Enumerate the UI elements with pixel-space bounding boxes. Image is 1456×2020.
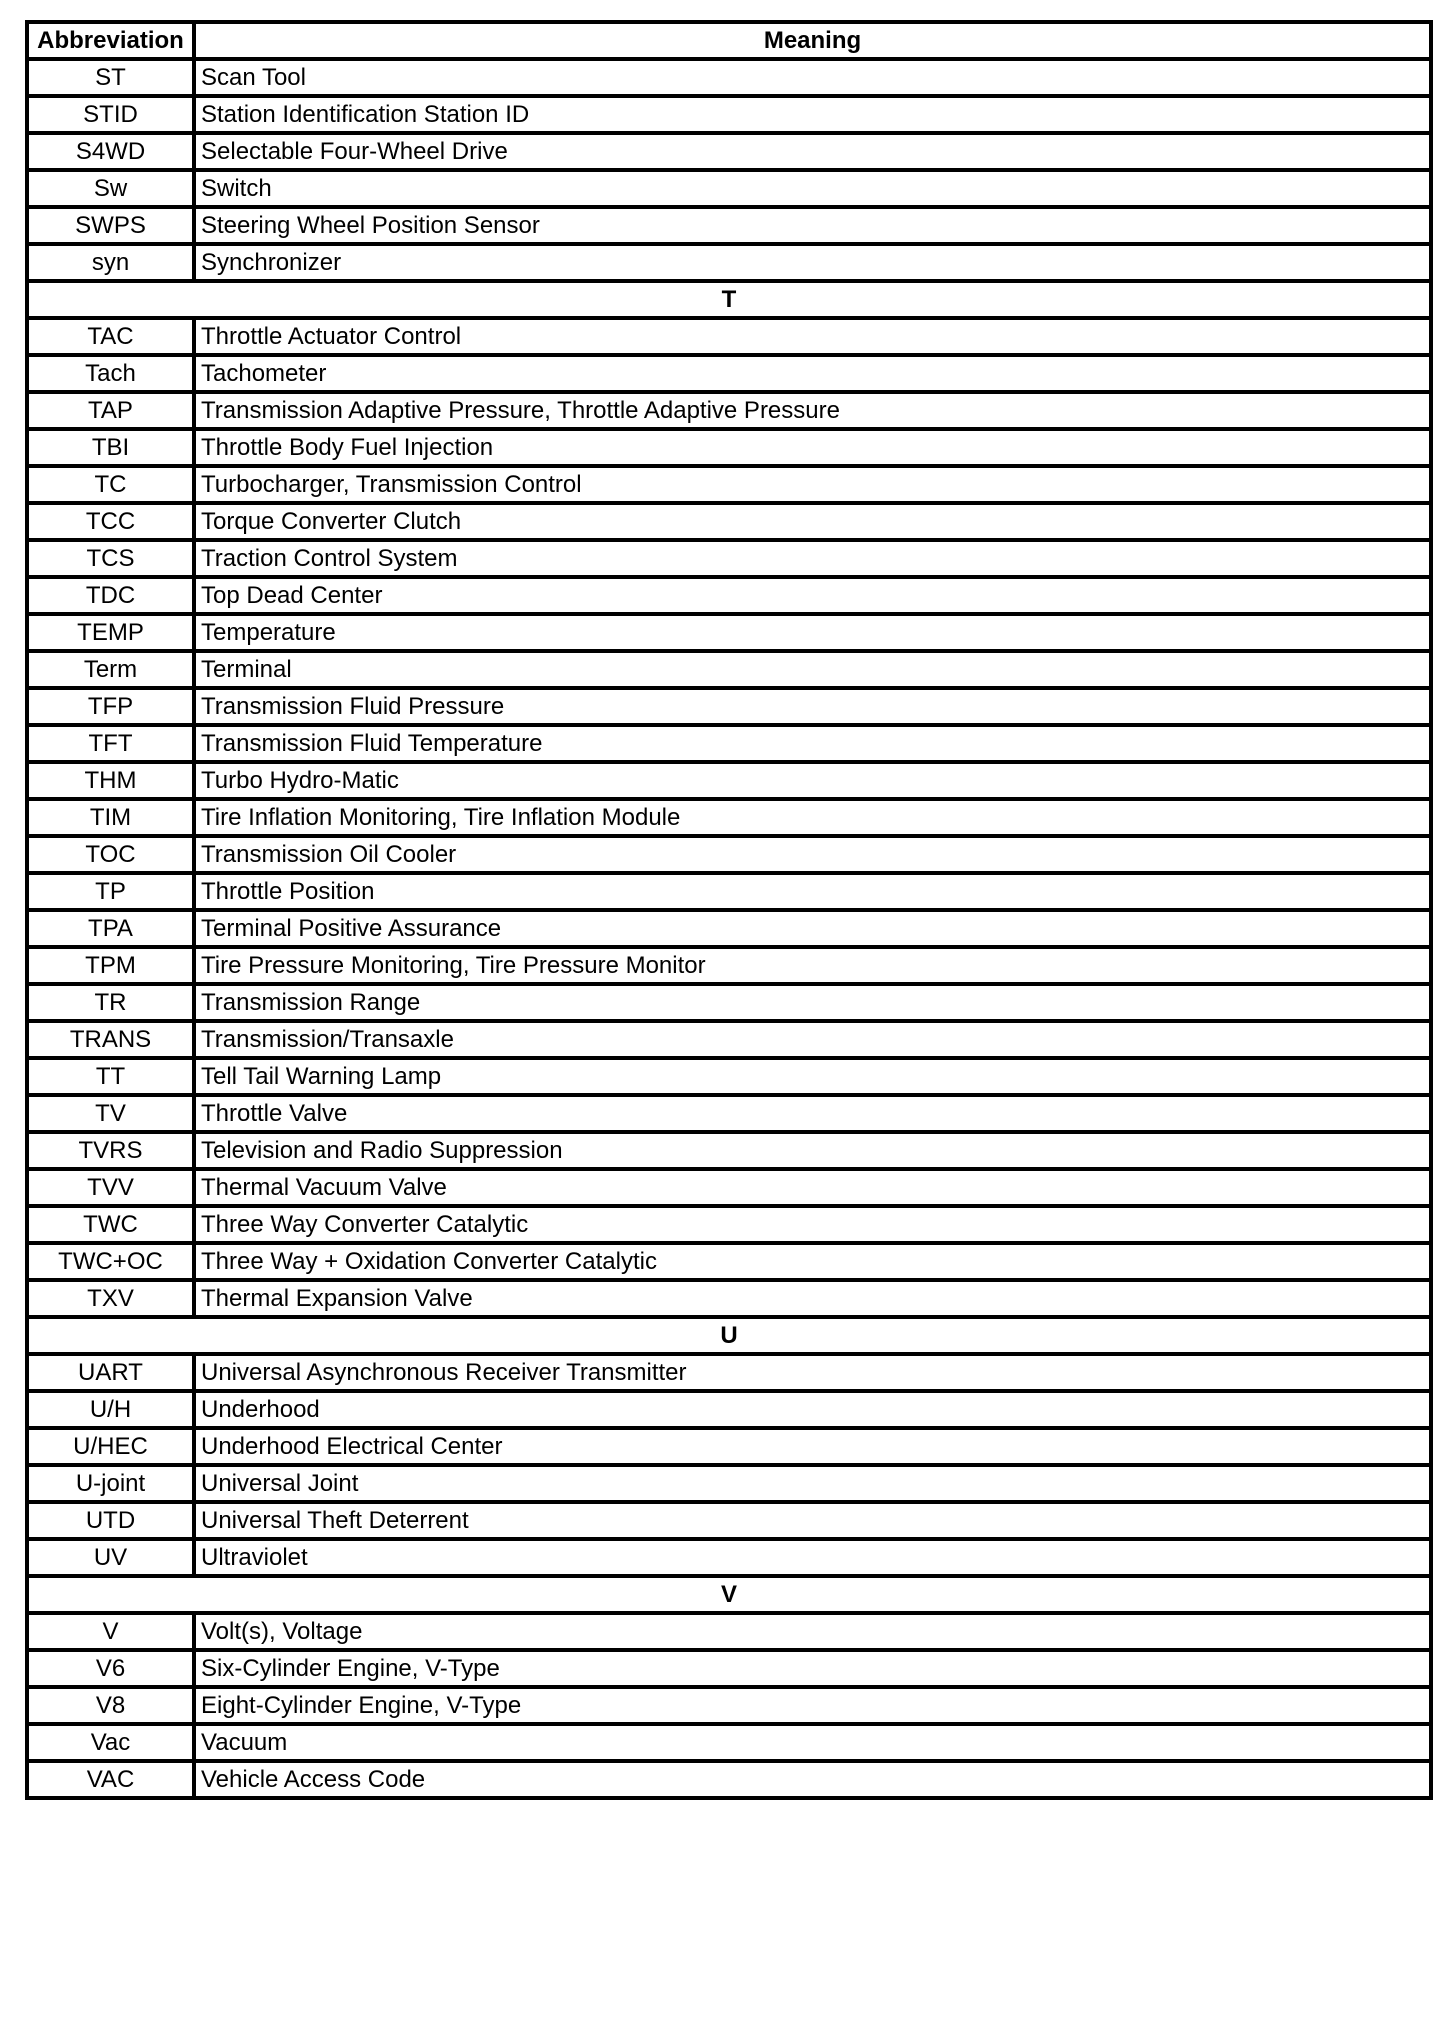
- meaning-cell: Eight-Cylinder Engine, V-Type: [194, 1687, 1431, 1724]
- abbreviation-cell: TR: [27, 984, 194, 1021]
- meaning-cell: Torque Converter Clutch: [194, 503, 1431, 540]
- meaning-cell: Three Way + Oxidation Converter Catalytic: [194, 1243, 1431, 1280]
- table-row: [27, 1724, 1431, 1761]
- abbreviation-cell: S4WD: [27, 133, 194, 170]
- meaning-cell: Underhood: [194, 1391, 1431, 1428]
- meaning-cell: Turbo Hydro-Matic: [194, 762, 1431, 799]
- meaning-cell: Scan Tool: [194, 59, 1431, 96]
- meaning-cell: Three Way Converter Catalytic: [194, 1206, 1431, 1243]
- abbreviation-cell: Vac: [27, 1724, 194, 1761]
- meaning-cell: Vehicle Access Code: [194, 1761, 1431, 1798]
- abbreviation-cell: TFT: [27, 725, 194, 762]
- section-letter: T: [27, 281, 1431, 318]
- meaning-cell: Transmission Fluid Pressure: [194, 688, 1431, 725]
- meaning-cell: Tire Inflation Monitoring, Tire Inflation Module: [194, 799, 1431, 836]
- section-letter: U: [27, 1317, 1431, 1354]
- table-row: [27, 133, 1431, 170]
- abbreviation-cell: ST: [27, 59, 194, 96]
- abbreviation-cell: VAC: [27, 1761, 194, 1798]
- meaning-cell: Station Identification Station ID: [194, 96, 1431, 133]
- meaning-cell: Transmission Range: [194, 984, 1431, 1021]
- table-row: [27, 1280, 1431, 1317]
- table-row: [27, 873, 1431, 910]
- meaning-cell: Throttle Actuator Control: [194, 318, 1431, 355]
- abbreviation-cell: THM: [27, 762, 194, 799]
- abbreviation-cell: UART: [27, 1354, 194, 1391]
- abbreviation-cell: TXV: [27, 1280, 194, 1317]
- table-row: [27, 1465, 1431, 1502]
- meaning-cell: Thermal Vacuum Valve: [194, 1169, 1431, 1206]
- abbreviation-cell: Tach: [27, 355, 194, 392]
- table-row: [27, 429, 1431, 466]
- meaning-cell: Turbocharger, Transmission Control: [194, 466, 1431, 503]
- table-row: [27, 762, 1431, 799]
- table-row: [27, 392, 1431, 429]
- abbreviation-cell: TOC: [27, 836, 194, 873]
- table-row: [27, 540, 1431, 577]
- abbreviation-cell: TIM: [27, 799, 194, 836]
- abbreviation-cell: TCS: [27, 540, 194, 577]
- meaning-cell: Temperature: [194, 614, 1431, 651]
- abbreviation-cell: TFP: [27, 688, 194, 725]
- abbreviation-cell: TEMP: [27, 614, 194, 651]
- abbreviation-cell: TT: [27, 1058, 194, 1095]
- table-row: [27, 1058, 1431, 1095]
- table-row: [27, 1169, 1431, 1206]
- meaning-cell: Traction Control System: [194, 540, 1431, 577]
- abbreviation-cell: Sw: [27, 170, 194, 207]
- abbreviation-cell: TVRS: [27, 1132, 194, 1169]
- meaning-cell: Steering Wheel Position Sensor: [194, 207, 1431, 244]
- table-row: [27, 503, 1431, 540]
- abbreviation-cell: V: [27, 1613, 194, 1650]
- abbreviation-cell: TC: [27, 466, 194, 503]
- meaning-cell: Universal Asynchronous Receiver Transmitter: [194, 1354, 1431, 1391]
- abbreviation-cell: TAP: [27, 392, 194, 429]
- abbreviation-cell: SWPS: [27, 207, 194, 244]
- table-row: [27, 614, 1431, 651]
- meaning-cell: Top Dead Center: [194, 577, 1431, 614]
- meaning-cell: Throttle Valve: [194, 1095, 1431, 1132]
- meaning-cell: Volt(s), Voltage: [194, 1613, 1431, 1650]
- table-row: [27, 1428, 1431, 1465]
- meaning-cell: Six-Cylinder Engine, V-Type: [194, 1650, 1431, 1687]
- meaning-cell: Ultraviolet: [194, 1539, 1431, 1576]
- abbreviation-cell: V8: [27, 1687, 194, 1724]
- header-meaning: Meaning: [194, 22, 1431, 59]
- table-row: [27, 910, 1431, 947]
- meaning-cell: Underhood Electrical Center: [194, 1428, 1431, 1465]
- abbreviation-cell: TPM: [27, 947, 194, 984]
- table-row: [27, 466, 1431, 503]
- meaning-cell: Selectable Four-Wheel Drive: [194, 133, 1431, 170]
- meaning-cell: Throttle Body Fuel Injection: [194, 429, 1431, 466]
- table-row: [27, 947, 1431, 984]
- abbreviation-cell: TDC: [27, 577, 194, 614]
- abbreviation-cell: TAC: [27, 318, 194, 355]
- section-row: [27, 1576, 1431, 1613]
- abbreviation-cell: TV: [27, 1095, 194, 1132]
- table-row: [27, 318, 1431, 355]
- meaning-cell: Synchronizer: [194, 244, 1431, 281]
- table-row: [27, 1095, 1431, 1132]
- table-row: [27, 1132, 1431, 1169]
- meaning-cell: Transmission Fluid Temperature: [194, 725, 1431, 762]
- section-row: [27, 281, 1431, 318]
- meaning-cell: Thermal Expansion Valve: [194, 1280, 1431, 1317]
- abbreviation-cell: STID: [27, 96, 194, 133]
- abbreviation-cell: Term: [27, 651, 194, 688]
- table-row: [27, 1613, 1431, 1650]
- abbreviation-cell: TWC: [27, 1206, 194, 1243]
- table-row: [27, 725, 1431, 762]
- table-row: [27, 1021, 1431, 1058]
- abbreviation-cell: U/H: [27, 1391, 194, 1428]
- table-row: [27, 651, 1431, 688]
- abbreviation-cell: TPA: [27, 910, 194, 947]
- abbreviation-cell: TRANS: [27, 1021, 194, 1058]
- table-row: [27, 244, 1431, 281]
- table-row: [27, 1391, 1431, 1428]
- meaning-cell: Transmission/Transaxle: [194, 1021, 1431, 1058]
- section-row: [27, 1317, 1431, 1354]
- abbreviation-cell: TVV: [27, 1169, 194, 1206]
- table-row: [27, 1687, 1431, 1724]
- abbreviation-table: [25, 20, 1433, 1800]
- table-row: [27, 1206, 1431, 1243]
- abbreviation-cell: UTD: [27, 1502, 194, 1539]
- table-row: [27, 355, 1431, 392]
- meaning-cell: Television and Radio Suppression: [194, 1132, 1431, 1169]
- meaning-cell: Universal Theft Deterrent: [194, 1502, 1431, 1539]
- table-row: [27, 577, 1431, 614]
- meaning-cell: Universal Joint: [194, 1465, 1431, 1502]
- meaning-cell: Tire Pressure Monitoring, Tire Pressure Monitor: [194, 947, 1431, 984]
- header-row: [27, 22, 1431, 59]
- abbreviation-cell: UV: [27, 1539, 194, 1576]
- table-row: [27, 1243, 1431, 1280]
- meaning-cell: Transmission Oil Cooler: [194, 836, 1431, 873]
- table-row: [27, 1761, 1431, 1798]
- abbreviation-cell: syn: [27, 244, 194, 281]
- table-row: [27, 799, 1431, 836]
- abbreviation-cell: U/HEC: [27, 1428, 194, 1465]
- table-row: [27, 170, 1431, 207]
- meaning-cell: Terminal: [194, 651, 1431, 688]
- table-row: [27, 1539, 1431, 1576]
- table-body: [27, 59, 1431, 1798]
- abbreviation-cell: V6: [27, 1650, 194, 1687]
- table-row: [27, 96, 1431, 133]
- section-letter: V: [27, 1576, 1431, 1613]
- table-row: [27, 1650, 1431, 1687]
- table-row: [27, 984, 1431, 1021]
- meaning-cell: Throttle Position: [194, 873, 1431, 910]
- abbreviation-cell: TWC+OC: [27, 1243, 194, 1280]
- meaning-cell: Transmission Adaptive Pressure, Throttle Adaptive Pressure: [194, 392, 1431, 429]
- meaning-cell: Terminal Positive Assurance: [194, 910, 1431, 947]
- table-row: [27, 207, 1431, 244]
- abbreviation-cell: TBI: [27, 429, 194, 466]
- header-abbreviation: Abbreviation: [27, 22, 194, 59]
- table-row: [27, 836, 1431, 873]
- meaning-cell: Tell Tail Warning Lamp: [194, 1058, 1431, 1095]
- meaning-cell: Tachometer: [194, 355, 1431, 392]
- table-row: [27, 59, 1431, 96]
- table-row: [27, 1354, 1431, 1391]
- meaning-cell: Vacuum: [194, 1724, 1431, 1761]
- table-row: [27, 688, 1431, 725]
- abbreviation-cell: TCC: [27, 503, 194, 540]
- abbreviation-cell: TP: [27, 873, 194, 910]
- abbreviation-cell: U-joint: [27, 1465, 194, 1502]
- meaning-cell: Switch: [194, 170, 1431, 207]
- table-row: [27, 1502, 1431, 1539]
